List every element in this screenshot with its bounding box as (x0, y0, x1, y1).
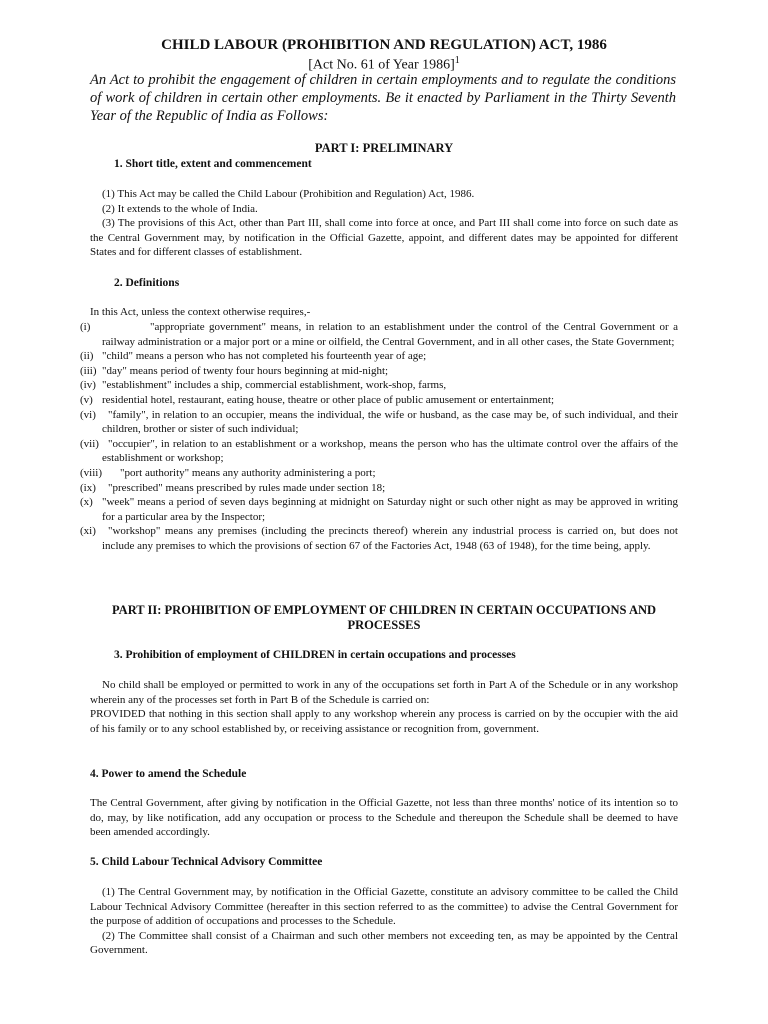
definition-number: (ix) (80, 481, 96, 494)
section2-intro (90, 305, 678, 320)
definitions-list (80, 320, 678, 554)
definition-text: "child" means a person who has not completed his fourteenth year of age; (102, 350, 427, 363)
definition-number: (xi) (80, 525, 96, 538)
definition-number: (v) (80, 393, 93, 406)
section3-para-1: No child shall be employed or permitted to work in any of the occupations set forth in Part A of the Schedule or in any workshop wherein any of the processes set forth in Part B of the Schedule is carried on: (90, 679, 678, 706)
definition-item (80, 524, 678, 553)
definition-number: (i) (80, 321, 91, 333)
definition-text: "occupier", in relation to an establishment or a workshop, means the person who has the ultimate control over the affairs of the establishment or workshop; (102, 437, 678, 465)
definition-number: (iv) (80, 379, 96, 392)
definition-text: residential hotel, restaurant, eating house, theatre or other place of public amusement or entertainment; (102, 393, 555, 406)
part2-heading: PART II: PROHIBITION OF EMPLOYMENT OF CHILDREN IN CERTAIN OCCUPATIONS AND PROCESSES (111, 603, 657, 632)
definition-text: "family", in relation to an occupier, means the individual, the wife or husband, as the case may be, of such individual, and their children, brother or sister of such individual; (102, 408, 678, 436)
section1-para-3: (3) The provisions of this Act, other than Part III, shall come into force at once, and Part III shall come into force on such date as the Central Government may, by notification in the Official Gazette, appoint, and different dates may be appointed for different States and for different classes of establishment. (90, 217, 678, 259)
definition-text: "establishment" includes a ship, commercial establishment, work-shop, farms, (102, 379, 447, 392)
section1-heading: 1. Short title, extent and commencement (114, 158, 312, 170)
section3-heading: 3. Prohibition of employment of CHILDREN in certain occupations and processes (114, 649, 516, 661)
definition-number: (iii) (80, 364, 97, 377)
definition-number: (x) (80, 496, 93, 509)
definition-item (80, 393, 678, 408)
part1-heading: PART I: PRELIMINARY (314, 141, 454, 155)
section5-body (90, 885, 678, 958)
section5-heading: 5. Child Labour Technical Advisory Committee (90, 856, 323, 868)
section1-para-2: (2) It extends to the whole of India. (102, 202, 258, 215)
section4-heading: 4. Power to amend the Schedule (90, 768, 247, 780)
section5-para-2: (2) The Committee shall consist of a Chairman and such other members not exceeding ten, as may be appointed by the Central Government. (90, 929, 678, 957)
section3-proviso: PROVIDED that nothing in this section shall apply to any workshop wherein any process is carried on by the occupier with the aid of his family or to any school established by, or receiving assistance or recognition from, government. (90, 708, 678, 735)
section2-heading: 2. Definitions (114, 277, 180, 289)
act-number-text: [Act No. 61 of Year 1986] (308, 57, 455, 73)
definition-number: (vi) (80, 408, 96, 421)
definition-item (80, 437, 678, 466)
definition-item (80, 481, 678, 496)
definition-text: "port authority" means any authority administering a port; (120, 466, 376, 479)
definition-text: "day" means period of twenty four hours beginning at mid-night; (102, 364, 389, 377)
definition-item (80, 349, 678, 364)
definition-item (80, 320, 678, 349)
preamble: An Act to prohibit the engagement of children in certain employments and to regulate the conditions of work of children in certain other employments. Be it enacted by Parliament in the Thirty Seventh Year of the Republic of India as Follows: (90, 72, 676, 124)
definition-text: "prescribed" means prescribed by rules made under section 18; (108, 481, 386, 494)
definition-item (80, 364, 678, 379)
definition-item (80, 495, 678, 524)
section1-para-1: (1) This Act may be called the Child Labour (Prohibition and Regulation) Act, 1986. (102, 188, 475, 200)
section4-body (90, 796, 678, 840)
definition-number: (viii) (80, 466, 102, 479)
definition-number: (ii) (80, 350, 94, 363)
section5-para-1: (1) The Central Government may, by notification in the Official Gazette, constitute an advisory committee to be called the Child Labour Technical Advisory Committee (hereafter in this section referred to as the committee) to advise the Central Government for the purpose of addition of occupations and processes to the Schedule. (90, 886, 678, 928)
definition-item (80, 466, 678, 481)
definition-number: (vii) (80, 437, 99, 450)
definition-text: "workshop" means any premises (including the precincts thereof) wherein any industrial process is carried on, but does not include any premises to which the provisions of section 67 of the Factories Act, 1948 (63 of 1948), for the time being, apply. (102, 525, 678, 552)
section3-body (90, 678, 678, 736)
section4-para-1: The Central Government, after giving by notification in the Official Gazette, not less than three months' notice of its intention so to do, may, by like notification, add any occupation or process to the Schedule and thereupon the Schedule shall be deemed to have been amended accordingly. (90, 797, 678, 839)
section2-intro-text: In this Act, unless the context otherwise requires,- (90, 306, 311, 318)
section1-body (90, 187, 678, 260)
definition-text: "appropriate government" means, in relation to an establishment under the control of the Central Government or a railway administration or a major port or a mine or oilfield, the Central Government, and in all other cases, the State Government; (102, 321, 678, 348)
definition-text: "week" means a period of seven days beginning at midnight on Saturday night or such other night as may be approved in writing for a particular area by the Inspector; (102, 496, 678, 523)
definition-item (80, 378, 678, 393)
footnote-marker: 1 (454, 55, 460, 66)
act-title: CHILD LABOUR (PROHIBITION AND REGULATION) ACT, 1986 (161, 37, 607, 53)
definition-item (80, 408, 678, 437)
